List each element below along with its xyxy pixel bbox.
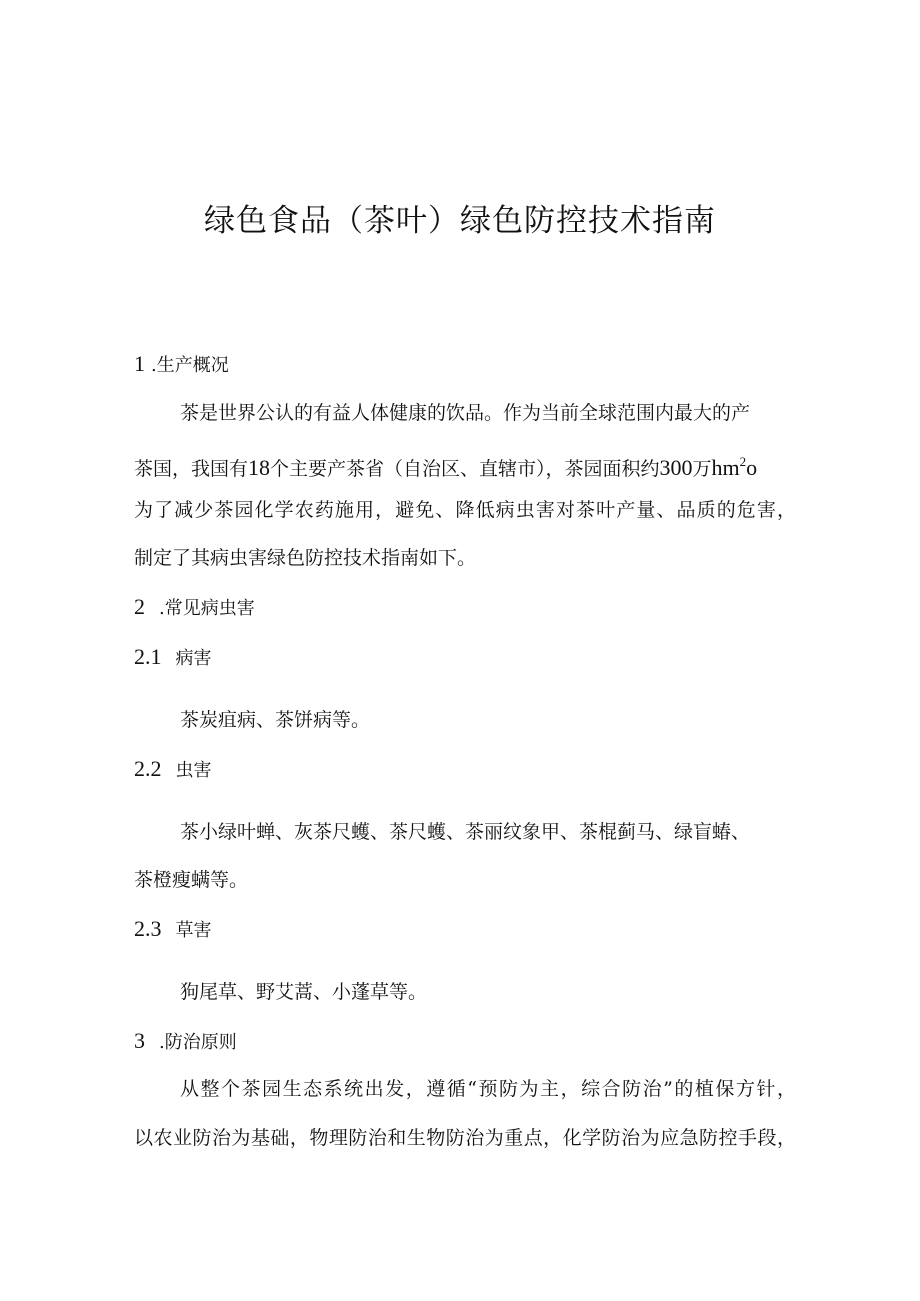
area-unit-superscript: 2 (739, 454, 747, 469)
section-number: 2.2 (134, 756, 162, 781)
section-title: 草害 (175, 920, 212, 941)
section-title: 虫害 (175, 760, 212, 781)
section-title: .防治原则 (159, 1032, 237, 1053)
overview-text: 万 (692, 458, 712, 480)
section-2-1-heading (134, 642, 212, 674)
section-number: 1 (134, 351, 145, 376)
section-2-heading (134, 592, 255, 624)
section-number: 2.1 (134, 644, 162, 669)
section-title: .生产概况 (151, 355, 229, 376)
section-1-heading (134, 349, 229, 381)
section-2-2-heading (134, 754, 212, 786)
overview-line-1: 茶是世界公认的有益人体健康的饮品。作为当前全球范围内最大的产 (180, 402, 751, 424)
overview-line-2 (134, 447, 757, 484)
overview-text: 个主要产茶省（自治区、直辖市），茶园面积约 (270, 458, 660, 480)
section-number: 2 (134, 594, 145, 619)
overview-line-3: 为了减少茶园化学农药施用，避免、降低病虫害对茶叶产量、品质的危害， (134, 499, 796, 521)
section-title: .常见病虫害 (159, 598, 255, 619)
overview-text: 茶国，我国有 (134, 458, 249, 480)
document-title: 绿色食品（茶叶）绿色防控技术指南 (204, 203, 716, 239)
weeds-text: 狗尾草、野艾蒿、小蓬草等。 (180, 981, 428, 1003)
area-value: 300 (659, 455, 693, 480)
principle-line-2: 以农业防治为基础，物理防治和生物防治为重点，化学防治为应急防控手段， (134, 1127, 796, 1149)
pests-line-2: 茶橙瘦螨等。 (134, 869, 249, 891)
area-unit: hm (711, 455, 740, 480)
overview-tail: o (746, 455, 758, 480)
province-count: 18 (248, 455, 271, 480)
principle-line-1: 从整个茶园生态系统出发，遵循“预防为主，综合防治”的植保方针， (180, 1078, 796, 1100)
section-3-heading (134, 1026, 237, 1058)
section-number: 3 (134, 1028, 145, 1053)
section-2-3-heading (134, 914, 212, 946)
section-number: 2.3 (134, 916, 162, 941)
section-title: 病害 (175, 648, 212, 669)
pests-line-1: 茶小绿叶蝉、灰茶尺蠖、茶尺蠖、茶丽纹象甲、茶棍蓟马、绿盲蝽、 (180, 821, 751, 843)
overview-line-4: 制定了其病虫害绿色防控技术指南如下。 (134, 547, 477, 569)
diseases-text: 茶炭疽病、茶饼病等。 (180, 709, 371, 731)
